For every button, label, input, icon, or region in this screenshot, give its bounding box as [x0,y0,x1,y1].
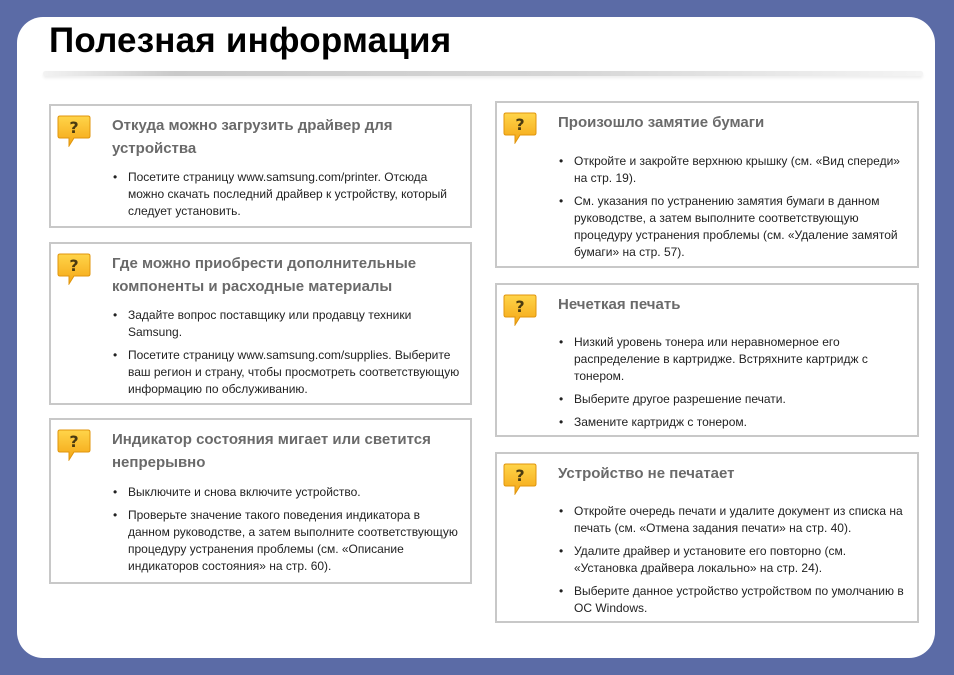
info-box-supplies [49,242,472,405]
question-icon [503,294,537,326]
list-item: • Выберите другое разрешение печати. [559,391,907,408]
list-item: • Замените картридж с тонером. [559,414,907,431]
info-box-title: Произошло замятие бумаги [558,114,765,131]
list-item: • Посетите страницу www.samsung.com/supplies. Выберите ваш регион и страну, чтобы просмотреть соответствующую информацию по обслуживанию. [113,347,460,398]
info-box-blurry-print [495,283,919,437]
info-box-paper-jam [495,101,919,268]
question-icon [503,112,537,144]
info-box-not-printing [495,452,919,623]
info-box-title: Где можно приобрести дополнительные компоненты и расходные материалы [112,255,417,295]
list-item: • См. указания по устранению замятия бумаги в данном руководстве, а затем выполните соответствующую процедуру устранения проблемы (см. «Удаление замятой бумаги» на стр. 57). [559,193,907,261]
info-box-driver-download [49,104,472,228]
list-item: • Откройте очередь печати и удалите документ из списка на печать (см. «Отмена задания печати» на стр. 40). [559,503,907,537]
list-item: • Низкий уровень тонера или неравномерное его распределение в картридже. Встряхните картридж с тонером. [559,334,907,385]
list-item: • Откройте и закройте верхнюю крышку (см. «Вид спереди» на стр. 19). [559,153,907,187]
title-divider [43,71,923,76]
question-icon [57,115,91,147]
list-item: • Задайте вопрос поставщику или продавцу техники Samsung. [113,307,460,341]
page [17,17,935,658]
question-icon [57,429,91,461]
info-box-title: Индикатор состояния мигает или светится непрерывно [112,431,431,471]
question-icon [503,463,537,495]
list-item: • Посетите страницу www.samsung.com/printer. Отсюда можно скачать последний драйвер к устройству, который следует установить. [113,169,460,220]
list-item: • Выключите и снова включите устройство. [113,484,460,501]
info-box-title: Нечеткая печать [558,296,681,313]
info-box-status-indicator [49,418,472,584]
list-item: • Удалите драйвер и установите его повторно (см. «Установка драйвера локально» на стр. 24). [559,543,907,577]
list-item: • Проверьте значение такого поведения индикатора в данном руководстве, а затем выполните соответствующую процедуру устранения проблемы (см. «Описание индикаторов состояния» на стр. 60). [113,507,460,575]
info-box-title: Устройство не печатает [558,465,735,482]
page-title: Полезная информация [49,21,452,60]
question-icon [57,253,91,285]
list-item: • Выберите данное устройство устройством по умолчанию в ОС Windows. [559,583,907,617]
info-box-title: Откуда можно загрузить драйвер для устройства [112,117,393,157]
